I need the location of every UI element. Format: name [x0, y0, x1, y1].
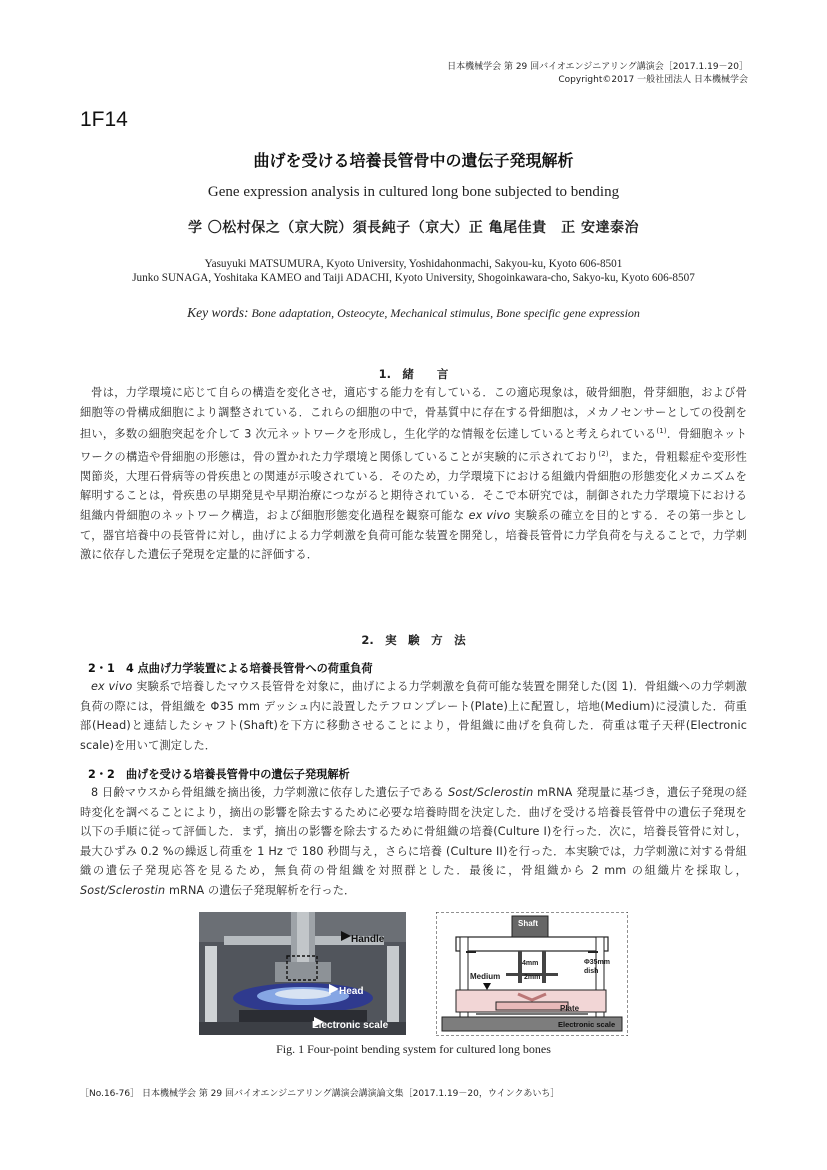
gene-name: Sost/Sclerostin [448, 786, 534, 799]
authors-japanese: 学 〇松村保之（京大院）須長純子（京大）正 亀尾佳貴 正 安達泰治 [187, 220, 640, 236]
subsection-2-1-body [80, 677, 747, 755]
citation-2: (2) [598, 449, 609, 458]
affiliation-2: Junko SUNAGA, Yoshitaka KAMEO and Taiji ADACHI, Kyoto University, Shogoinkawara-cho, Sakyo-ku, Kyoto 606-8507 [132, 272, 695, 284]
label-2mm: 2mm [524, 974, 541, 981]
sec1-text-a: 骨は，力学環境に応じて自らの構造を変化させ，適応する能力を有している．この適応現象は，破骨細胞，骨芽細胞，および骨細胞等の骨構成細胞により調整されている．これらの細胞の中で，骨基質中に存在する骨細胞は，メカノセンサーとしての役割を担い，多数の細胞突起を介して 3 次元ネットワークを形成し，生化学的な情報を伝達していると考えられている [80, 386, 747, 441]
label-plate: Plate [560, 1004, 580, 1013]
label-electronic-scale: Electronic scale [312, 1020, 389, 1031]
citation-1: (1) [656, 427, 667, 436]
keywords-text: Bone adaptation, Osteocyte, Mechanical stimulus, Bone specific gene expression [251, 306, 640, 320]
label-shaft: Shaft [518, 919, 538, 928]
apparatus-schematic [436, 912, 628, 1036]
label-4mm: 4mm [522, 960, 539, 967]
sub1-text: 実験系で培養したマウス長管骨を対象に，曲げによる力学刺激を負荷可能な装置を開発した(図 1)．骨組織への力学刺激負荷の際には，骨組織を Φ35 mm デッシュ内に設置したテフロンプレート(Plate)上に配置し，培地(Medium)に浸漬した．荷重部(Head)と連結したシャフト(Shaft)を下方に移動させることにより，骨組織に曲げを負荷した．荷重は電子天秤(Electronic scale)を用いて測定した． [80, 680, 747, 752]
keywords-label: Key words: [187, 305, 249, 320]
label-electronic-scale-schematic: Electronic scale [558, 1020, 616, 1029]
label-head: Head [339, 986, 364, 997]
paper-id: 1F14 [80, 108, 128, 131]
apparatus-photo [199, 912, 406, 1035]
conference-header: 日本機械学会 第 29 回バイオエンジニアリング講演会［2017.1.19－20］ [447, 62, 748, 72]
subsection-2-1-title: 2・1 4 点曲げ力学装置による培養長管骨への荷重負荷 [88, 662, 373, 675]
section-2-title: 2. 実 験 方 法 [361, 633, 466, 647]
section-1-body [80, 383, 747, 565]
subsection-2-2-body [80, 783, 747, 901]
page-footer: ［No.16-76］ 日本機械学会 第 29 回バイオエンジニアリング講演会講演論文集［2017.1.19－20，ウインクあいち］ [80, 1089, 560, 1099]
keywords [80, 305, 747, 321]
ex-vivo-term: ex vivo [468, 509, 511, 523]
label-handle: Handle [351, 934, 385, 945]
copyright-header: Copyright©2017 一般社団法人 日本機械学会 [558, 75, 748, 85]
figure-caption: Fig. 1 Four-point bending system for cultured long bones [276, 1042, 551, 1056]
affiliation-1: Yasuyuki MATSUMURA, Kyoto University, Yoshidahonmachi, Sakyou-ku, Kyoto 606-8501 [204, 258, 623, 270]
sec1-text-c: ，また，骨粗鬆症や変形性関節炎，大理石骨病等の骨疾患との関連が示唆されている．そのため，力学環境下における組織内骨細胞の形態変化メカニズムを解明することは，骨疾患の早期発見や早期治療につながると期待されている．そこで本研究では，制御された力学環境下における組織内骨細胞のネットワーク構造，および細胞形態変化過程を観察可能な [80, 450, 747, 523]
title-english: Gene expression analysis in cultured long bone subjected to bending [207, 184, 620, 200]
sub2-text-c: mRNA の遺伝子発現解析を行った． [165, 883, 356, 897]
sec1-text-d: 実験系の確立を目的とする．その第一歩として，器官培養中の長管骨に対し，曲げによる力学刺激を負荷可能な装置を開発し，培養長管骨に力学負荷を与えることで，力学刺激に依存した遺伝子発現を定量的に評価する． [80, 509, 747, 562]
label-medium: Medium [470, 972, 501, 981]
sec1-text-b: ．骨細胞ネットワークの構造や骨細胞の形態は，骨の置かれた力学環境と関係していることが実験的に示されており [80, 427, 747, 464]
sub2-text-a: 8 日齢マウスから骨組織を摘出後，力学刺激に依存した遺伝子である [91, 786, 449, 799]
title-japanese: 曲げを受ける培養長管骨中の遺伝子発現解析 [253, 151, 574, 170]
subsection-2-2-title: 2・2 曲げを受ける培養長管骨中の遺伝子発現解析 [88, 768, 350, 781]
gene-name: Sost/Sclerostin [80, 883, 166, 897]
sub2-text-b: mRNA 発現量に基づき，遺伝子発現の経時変化を調べることにより，摘出の影響を除去するために必要な培養時間を決定した．曲げを受ける培養長管骨中の遺伝子発現を以下の手順に従って評価した．まず，摘出の影響を除去するために骨組織の培養(Culture I)を行った．次に，培養長管骨に対し，最大ひずみ 0.2 %の繰返し荷重を 1 Hz で 180 秒間与え，さらに培養 (Culture II)を行った．本実験では，力学刺激に対する骨組織の遺伝子発現応答を見るため，無負荷の骨組織を対照群とした．最後に，骨組織から 2 mm の組織片を採取し， [80, 786, 747, 878]
ex-vivo-term: ex vivo [91, 680, 133, 693]
label-dish: Φ35mm dish [584, 959, 610, 975]
apparatus-photo-drawing [199, 912, 406, 1035]
section-1-title: 1. 緒 言 [378, 367, 449, 381]
